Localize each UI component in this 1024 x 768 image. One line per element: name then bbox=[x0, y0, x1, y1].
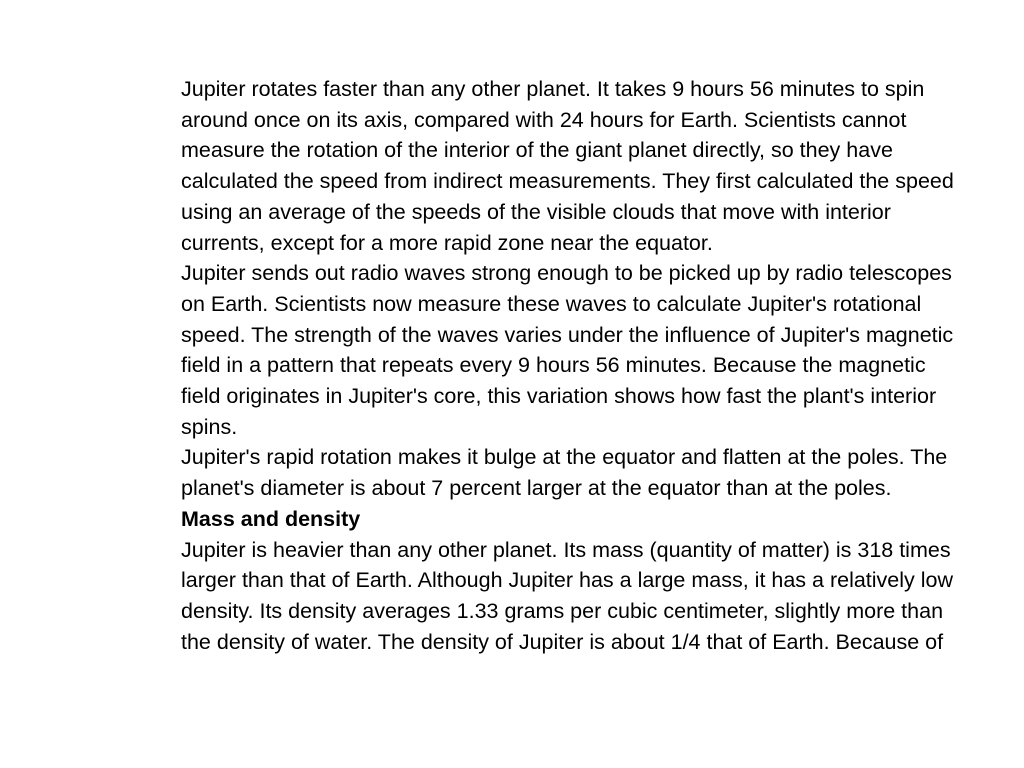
document-body bbox=[181, 74, 961, 657]
paragraph-bulge: Jupiter's rapid rotation makes it bulge at the equator and flatten at the poles. The planet's diameter is about 7 percent larger at the equator than at the poles. bbox=[181, 445, 948, 501]
paragraph-rotation: Jupiter rotates faster than any other planet. It takes 9 hours 56 minutes to spin around once on its axis, compared with 24 hours for Earth. Scientists cannot measure the rotation of the interior of the giant planet directly, so they have calculated the speed from indirect measurements. They first calculated the speed using an average of the speeds of the visible clouds that move with interior currents, except for a more rapid zone near the equator. bbox=[181, 77, 954, 255]
section-heading-mass-density: Mass and density bbox=[181, 506, 361, 531]
paragraph-radio-waves: Jupiter sends out radio waves strong enough to be picked up by radio telescopes on Earth. Scientists now measure these waves to calculate Jupiter's rotational speed. The strength of the waves varies under the influence of Jupiter's magnetic field in a pattern that repeats every 9 hours 56 minutes. Because the magnetic field originates in Jupiter's core, this variation shows how fast the plant's interior spins. bbox=[181, 261, 954, 439]
paragraph-mass: Jupiter is heavier than any other planet. Its mass (quantity of matter) is 318 times larger than that of Earth. Although Jupiter has a large mass, it has a relatively low density. Its density averages 1.33 grams per cubic centimeter, slightly more than the density of water. The density of Jupiter is about 1/4 that of Earth. Because of bbox=[181, 537, 954, 654]
